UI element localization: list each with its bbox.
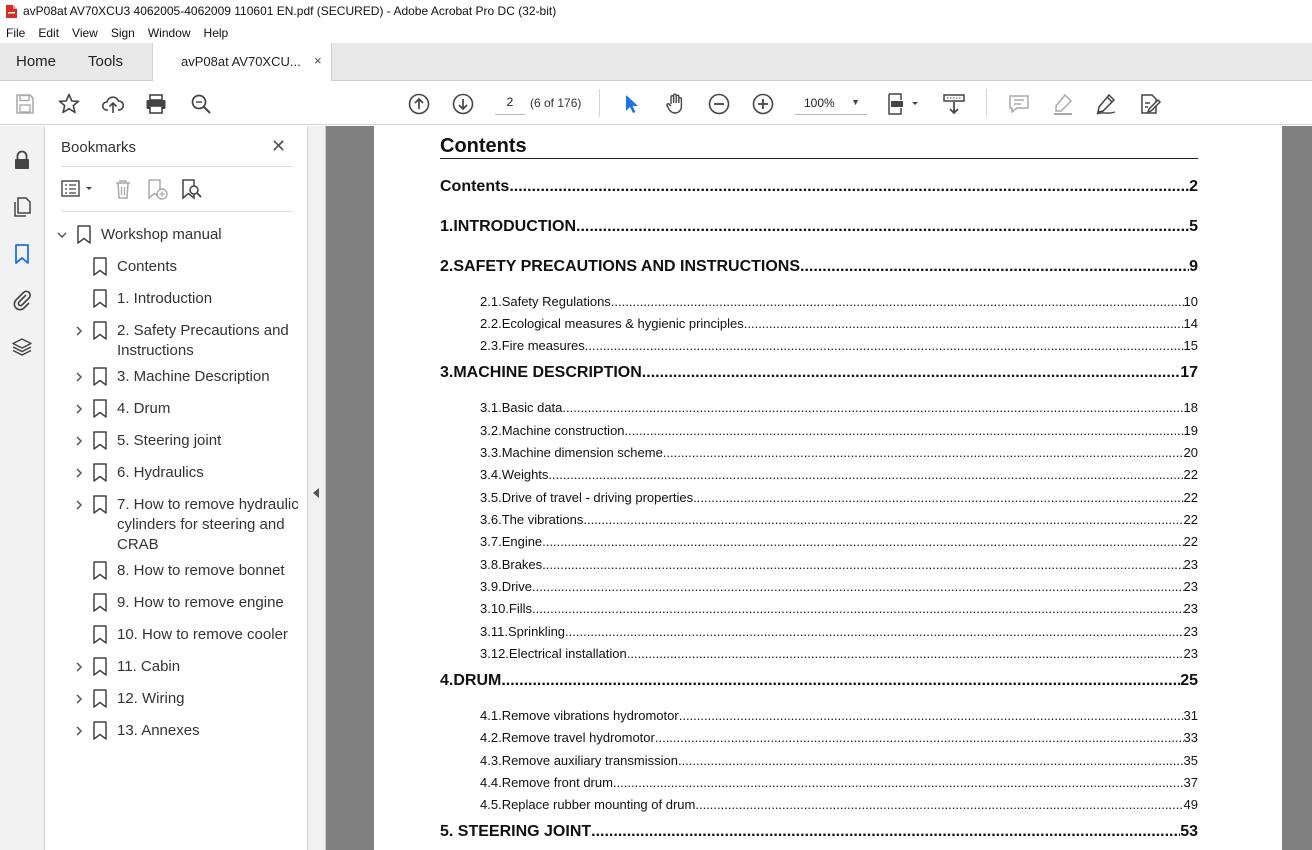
toc-entry[interactable] [440,218,1198,236]
toc-leader [679,708,1184,723]
heading-rule [440,158,1198,159]
menu-file[interactable]: File [6,25,26,40]
chevron-right-icon[interactable] [73,325,85,337]
bookmark-item-contents[interactable]: Contents [117,258,178,275]
toc-entry-label: Ecological measures & hygienic principles [501,316,744,331]
toc-entry-label: Sprinkling [507,624,566,639]
chevron-down-icon[interactable] [56,229,68,241]
toc-entry-number: 4.4. [480,775,502,790]
toc-entry-number: 3.4. [480,467,502,482]
toc-entry-number: 3.7. [480,534,502,549]
star-icon[interactable] [57,92,81,116]
toc-entry-page: 37 [1183,775,1198,790]
toc-entry-label: Machine construction [501,423,625,438]
bookmarks-panel-title: Bookmarks [61,139,137,156]
toc-leader [693,490,1183,505]
toc-leader [542,557,1183,572]
lock-icon[interactable] [11,149,33,171]
collapse-arrow-icon[interactable] [313,488,319,498]
toc-entry[interactable] [480,423,1198,438]
toc-entry-number: 1. [440,218,454,235]
page-heading: Contents [440,135,527,157]
bookmark-item-label: CRAB [117,536,159,553]
bookmark-item-hydraulic-cylinders[interactable] [117,495,299,555]
bookmark-flag-icon [93,257,107,276]
toc-entry-page: 5 [1189,218,1198,235]
upload-cloud-icon[interactable] [101,92,125,116]
toc-entry-number: 2.3. [480,338,502,353]
toc-entry-page: 23 [1183,624,1198,639]
toc-leader [565,624,1183,639]
toc-entry[interactable] [480,445,1198,460]
toc-entry-label: Electrical installation [508,646,627,661]
toc-entry[interactable] [480,579,1198,594]
delete-bookmark-icon[interactable] [112,178,134,200]
toc-entry-number: 3.6. [480,512,502,527]
toc-entry-label: SAFETY PRECAUTIONS AND INSTRUCTIONS [453,258,801,275]
menu-help[interactable]: Help [203,25,229,40]
bookmark-flag-icon [93,689,107,708]
bookmark-item-steering-joint[interactable]: 5. Steering joint [117,432,222,449]
bookmark-item-machine-description[interactable]: 3. Machine Description [117,368,270,385]
toc-entry-page: 2 [1189,178,1198,195]
toc-entry-number: 3.5. [480,490,502,505]
toc-entry-label: Fire measures [501,338,585,353]
toc-entry-number: 3.11. [480,624,508,639]
document-viewport[interactable] [326,126,1312,850]
toc-entry-page: 9 [1189,258,1198,275]
toc-entry-number: 3. [440,364,454,381]
window-title: avP08at AV70XCU3 4062005-4062009 110601 EN.pdf (SECURED) - Adobe Acrobat Pro DC (32-bit) [23,4,557,18]
toc-entry-page: 33 [1183,730,1198,745]
toc-leader [591,823,1180,841]
toc-entry[interactable] [480,624,1198,639]
toc-entry-label: Drive [501,579,533,594]
toc-leader [501,672,1180,690]
toc-leader [613,775,1184,790]
fill-sign-icon[interactable] [1138,92,1162,116]
toc-entry[interactable] [480,775,1198,790]
title-bar [0,0,1312,22]
toc-entry-label: MACHINE DESCRIPTION [453,364,642,381]
toc-entry-page: 49 [1183,797,1198,812]
previous-page-icon[interactable] [407,92,431,116]
zoom-level-select[interactable] [795,89,867,115]
bookmark-panel-icon[interactable] [11,243,33,265]
bookmark-flag-icon [93,289,107,308]
save-icon[interactable] [13,92,37,116]
chevron-right-icon[interactable] [73,435,85,447]
zoom-in-icon[interactable] [751,92,775,116]
toolbar-divider [986,89,987,117]
toc-entry-number: 3.1. [480,400,502,415]
tab-home[interactable]: Home [16,53,57,70]
toc-entry-label: Fills [508,601,533,616]
bookmark-flag-icon [93,399,107,418]
bookmark-flag-icon [93,431,107,450]
bookmark-root-workshop-manual[interactable]: Workshop manual [101,226,222,243]
tab-document-label: avP08at AV70XCU... [181,54,301,69]
toc-entry-label: INTRODUCTION [453,218,576,235]
toc-entry-number: 3.8. [480,557,502,572]
toc-entry-number: 3.2. [480,423,502,438]
bookmark-item-label: cylinders for steering and [117,516,285,533]
bookmark-options-icon[interactable] [61,178,97,200]
toc-entry-page: 53 [1180,823,1198,840]
toc-entry-label: Remove front drum [501,775,613,790]
menu-edit[interactable]: Edit [38,25,60,40]
page-number-input[interactable]: 2 [495,89,525,115]
bookmark-flag-icon [93,593,107,612]
bookmark-item-introduction[interactable]: 1. Introduction [117,290,213,307]
bookmark-item-wiring[interactable]: 12. Wiring [117,690,185,707]
toc-leader [548,467,1183,482]
toc-leader [695,797,1183,812]
toc-entry[interactable] [480,730,1198,745]
hand-tool-icon[interactable] [663,92,687,116]
toc-entry-label: Remove travel hydromotor [501,730,655,745]
bookmark-flag-icon [93,463,107,482]
toc-entry-number: 3.10. [480,601,509,616]
toc-entry[interactable] [480,646,1198,661]
bookmarks-toolbar [61,176,293,204]
toc-entry-number: 4. [440,672,454,689]
menu-sign[interactable]: Sign [110,25,135,40]
bookmarks-panel [45,126,308,850]
toc-leader [562,400,1183,415]
bookmark-item-label: Instructions [117,342,194,359]
next-page-icon[interactable] [451,92,475,116]
pdf-file-icon [6,5,17,18]
bookmark-item-remove-bonnet[interactable]: 8. How to remove bonnet [117,562,285,579]
comment-icon[interactable] [1007,92,1031,116]
chevron-right-icon[interactable] [73,725,85,737]
attachment-paperclip-icon[interactable] [11,289,33,311]
toc-entry-label: DRUM [453,672,502,689]
toc-entry-page: 20 [1183,445,1198,460]
bookmark-flag-icon [77,225,91,244]
toc-leader [625,423,1184,438]
toc-entry-page: 22 [1183,534,1198,549]
page-total-label: (6 of 176) [530,96,582,110]
select-cursor-icon[interactable] [619,92,643,116]
bookmark-item-remove-engine[interactable]: 9. How to remove engine [117,594,284,611]
toc-entry-label: Remove auxiliary transmission [501,753,678,768]
toc-entry-page: 22 [1183,467,1198,482]
tab-bar [0,43,1312,81]
toc-entry-page: 23 [1183,557,1198,572]
print-icon[interactable] [144,92,168,116]
tab-close-icon[interactable]: × [314,53,322,68]
toc-entry-label: Remove vibrations hydromotor [501,708,679,723]
toc-entry[interactable] [440,823,1198,841]
panel-divider [61,211,293,212]
bookmark-item-cabin[interactable]: 11. Cabin [117,658,181,675]
pdf-page [374,126,1282,850]
toc-entry[interactable] [480,490,1198,505]
zoom-level-value: 100% [804,96,835,110]
toc-entry-label: Weights [501,467,549,482]
sign-pen-icon[interactable] [1094,92,1118,116]
bookmark-flag-icon [93,321,107,340]
chevron-right-icon[interactable] [73,499,85,511]
chevron-right-icon[interactable] [73,661,85,673]
toc-entry-page: 23 [1183,579,1198,594]
layers-icon[interactable] [11,336,33,358]
toc-leader [678,753,1184,768]
toc-entry-page: 14 [1183,316,1198,331]
toc-leader [576,218,1189,236]
toc-entry-page: 23 [1183,601,1198,616]
toc-entry-page: 22 [1183,512,1198,527]
bookmark-item-annexes[interactable]: 13. Annexes [117,722,200,739]
toc-entry-label: Basic data [501,400,563,415]
left-icon-rail [0,126,45,850]
toc-entry[interactable] [480,797,1198,812]
toc-entry[interactable] [480,467,1198,482]
bookmark-flag-icon [93,657,107,676]
toc-entry-number: 3.9. [480,579,502,594]
toc-leader [583,512,1183,527]
find-bookmark-icon[interactable] [180,178,202,200]
toc-entry-label: Replace rubber mounting of drum [501,797,696,812]
toc-entry-label: Drive of travel - driving properties [501,490,694,505]
toc-entry-page: 22 [1183,490,1198,505]
bookmark-flag-icon [93,561,107,580]
toc-entry-number: 4.1. [480,708,502,723]
tab-document[interactable] [152,43,332,81]
toc-leader [509,178,1189,196]
bookmark-flag-icon [93,367,107,386]
highlight-pen-icon[interactable] [1051,92,1075,116]
menu-window[interactable]: Window [147,25,191,40]
tab-tools[interactable]: Tools [88,53,124,70]
toc-leader [642,364,1180,382]
toc-entry-page: 19 [1183,423,1198,438]
toc-leader [627,646,1184,661]
toc-entry-page: 31 [1183,708,1198,723]
toc-entry-label: Engine [501,534,543,549]
bookmark-flag-icon [93,625,107,644]
toc-entry[interactable] [440,258,1198,276]
scroll-mode-icon[interactable] [942,92,966,116]
chevron-down-icon: ▼ [851,97,860,107]
toc-entry[interactable] [480,557,1198,572]
chevron-right-icon[interactable] [73,403,85,415]
zoom-search-icon[interactable] [189,92,213,116]
toc-leader [655,730,1184,745]
chevron-right-icon[interactable] [73,467,85,479]
toc-entry[interactable] [440,178,1198,196]
toc-entry-page: 23 [1183,646,1198,661]
chevron-right-icon[interactable] [73,371,85,383]
toc-entry-label: Machine dimension scheme [501,445,663,460]
bookmark-flag-icon [93,721,107,740]
toc-entry[interactable] [480,400,1198,415]
toc-leader [800,258,1189,276]
toc-entry-number: 3.12. [480,646,509,661]
toc-entry-label: 5. STEERING JOINT [440,823,592,840]
toc-entry-number: 2.1. [480,294,502,309]
toc-entry[interactable] [440,364,1198,382]
toc-entry-label: Contents [440,178,510,195]
toc-entry-label: Safety Regulations [501,294,611,309]
toc-entry[interactable] [480,294,1198,309]
toc-entry-page: 18 [1183,400,1198,415]
bookmark-item-drum[interactable]: 4. Drum [117,400,171,417]
toc-entry-number: 4.3. [480,753,502,768]
pages-thumbnails-icon[interactable] [11,196,33,218]
bookmark-item-label: 2. Safety Precautions and [117,322,289,339]
toc-entry-number: 4.2. [480,730,502,745]
toc-entry-number: 4.5. [480,797,502,812]
panel-divider [61,166,293,167]
toc-entry-page: 35 [1183,753,1198,768]
toc-entry-label: Brakes [501,557,543,572]
menu-bar [0,22,1312,43]
toc-entry-page: 15 [1183,338,1198,353]
toolbar-divider [599,89,600,117]
toc-leader [532,579,1184,594]
menu-view[interactable]: View [72,25,98,40]
toc-entry[interactable] [480,534,1198,549]
toc-leader [542,534,1183,549]
toc-entry-number: 2.2. [480,316,502,331]
toc-entry-page: 25 [1180,672,1198,689]
zoom-out-icon[interactable] [707,92,731,116]
toc-entry-page: 10 [1183,294,1198,309]
bookmark-flag-icon [93,495,107,514]
toc-leader [744,316,1184,331]
toc-entry[interactable] [480,753,1198,768]
new-bookmark-icon[interactable] [146,178,168,200]
close-icon[interactable]: ✕ [271,136,287,156]
toc-entry[interactable] [480,338,1198,353]
bookmark-item-hydraulics[interactable]: 6. Hydraulics [117,464,204,481]
bookmark-item-safety[interactable] [117,321,289,361]
toc-entry-label: The vibrations [501,512,584,527]
chevron-right-icon[interactable] [73,693,85,705]
page-fit-icon[interactable] [886,92,920,116]
toc-entry[interactable] [480,708,1198,723]
toc-entry[interactable] [440,672,1198,690]
toc-leader [663,445,1184,460]
toc-entry-number: 3.3. [480,445,502,460]
toc-leader [585,338,1184,353]
bookmark-item-label: 7. How to remove hydraulic [117,496,299,513]
toc-entry-number: 2. [440,258,454,275]
toc-entry[interactable] [480,512,1198,527]
toc-entry-page: 17 [1180,364,1198,381]
toc-entry[interactable] [480,316,1198,331]
toc-leader [532,601,1184,616]
toc-leader [611,294,1184,309]
toc-entry[interactable] [480,601,1198,616]
bookmark-item-remove-cooler[interactable]: 10. How to remove cooler [117,626,288,643]
panel-collapse-gutter[interactable] [308,126,326,850]
